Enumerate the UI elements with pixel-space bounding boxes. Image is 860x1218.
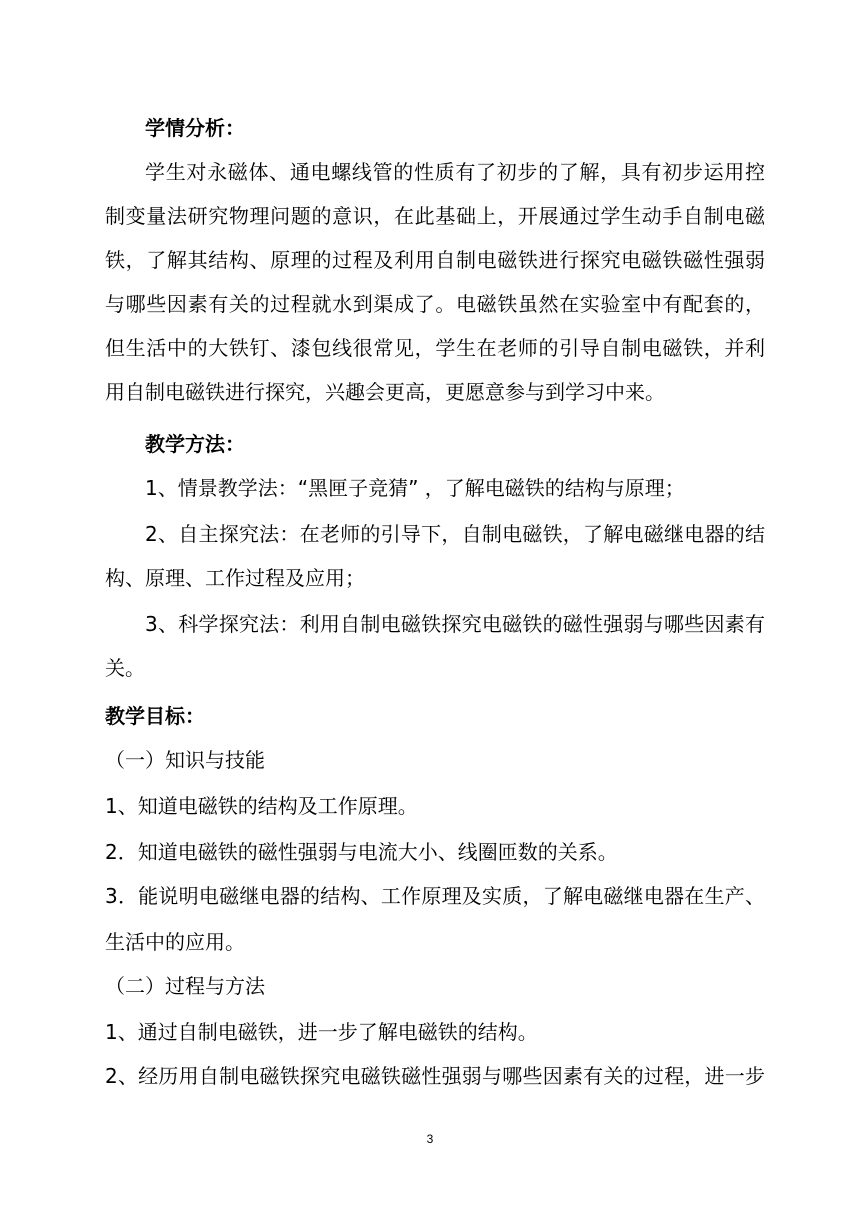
goals-subheading-process: （二）过程与方法 [105, 974, 265, 998]
knowledge-item-3: 3．能说明电磁继电器的结构、工作原理及实质，了解电磁继电器在生产、 [105, 884, 765, 908]
learning-paragraph-line: 学生对永磁体、通电螺线管的性质有了初步的了解，具有初步运用控 [145, 160, 765, 184]
learning-analysis-heading: 学情分析： [145, 116, 245, 140]
learning-paragraph-line: 铁，了解其结构、原理的过程及利用自制电磁铁进行探究电磁铁磁性强弱 [105, 248, 765, 272]
method-item-2: 2、自主探究法：在老师的引导下，自制电磁铁，了解电磁继电器的结 [145, 522, 765, 546]
learning-paragraph-line: 与哪些因素有关的过程就水到渠成了。电磁铁虽然在实验室中有配套的， [105, 292, 765, 316]
goals-subheading-knowledge: （一）知识与技能 [105, 748, 265, 772]
knowledge-item-3-cont: 生活中的应用。 [105, 930, 245, 954]
learning-paragraph-line: 但生活中的大铁钉、漆包线很常见，学生在老师的引导自制电磁铁，并利 [105, 336, 765, 360]
method-item-3: 3、科学探究法：利用自制电磁铁探究电磁铁的磁性强弱与哪些因素有 [145, 612, 765, 636]
knowledge-item-1: 1、知道电磁铁的结构及工作原理。 [105, 794, 418, 818]
page-number: 3 [426, 1132, 434, 1146]
method-item-1: 1、情景教学法：“黑匣子竞猜” ，了解电磁铁的结构与原理； [145, 476, 685, 500]
teaching-goals-heading: 教学目标： [105, 704, 205, 728]
learning-paragraph-line: 用自制电磁铁进行探究，兴趣会更高，更愿意参与到学习中来。 [105, 380, 665, 404]
method-item-2-cont: 构、原理、工作过程及应用； [105, 566, 365, 590]
process-item-1: 1、通过自制电磁铁，进一步了解电磁铁的结构。 [105, 1020, 538, 1044]
method-item-3-cont: 关。 [105, 656, 145, 680]
process-item-2: 2、经历用自制电磁铁探究电磁铁磁性强弱与哪些因素有关的过程，进一步 [105, 1064, 765, 1088]
teaching-methods-heading: 教学方法： [145, 432, 245, 456]
learning-paragraph-line: 制变量法研究物理问题的意识，在此基础上，开展通过学生动手自制电磁 [105, 204, 765, 228]
knowledge-item-2: 2．知道电磁铁的磁性强弱与电流大小、线圈匝数的关系。 [105, 840, 618, 864]
